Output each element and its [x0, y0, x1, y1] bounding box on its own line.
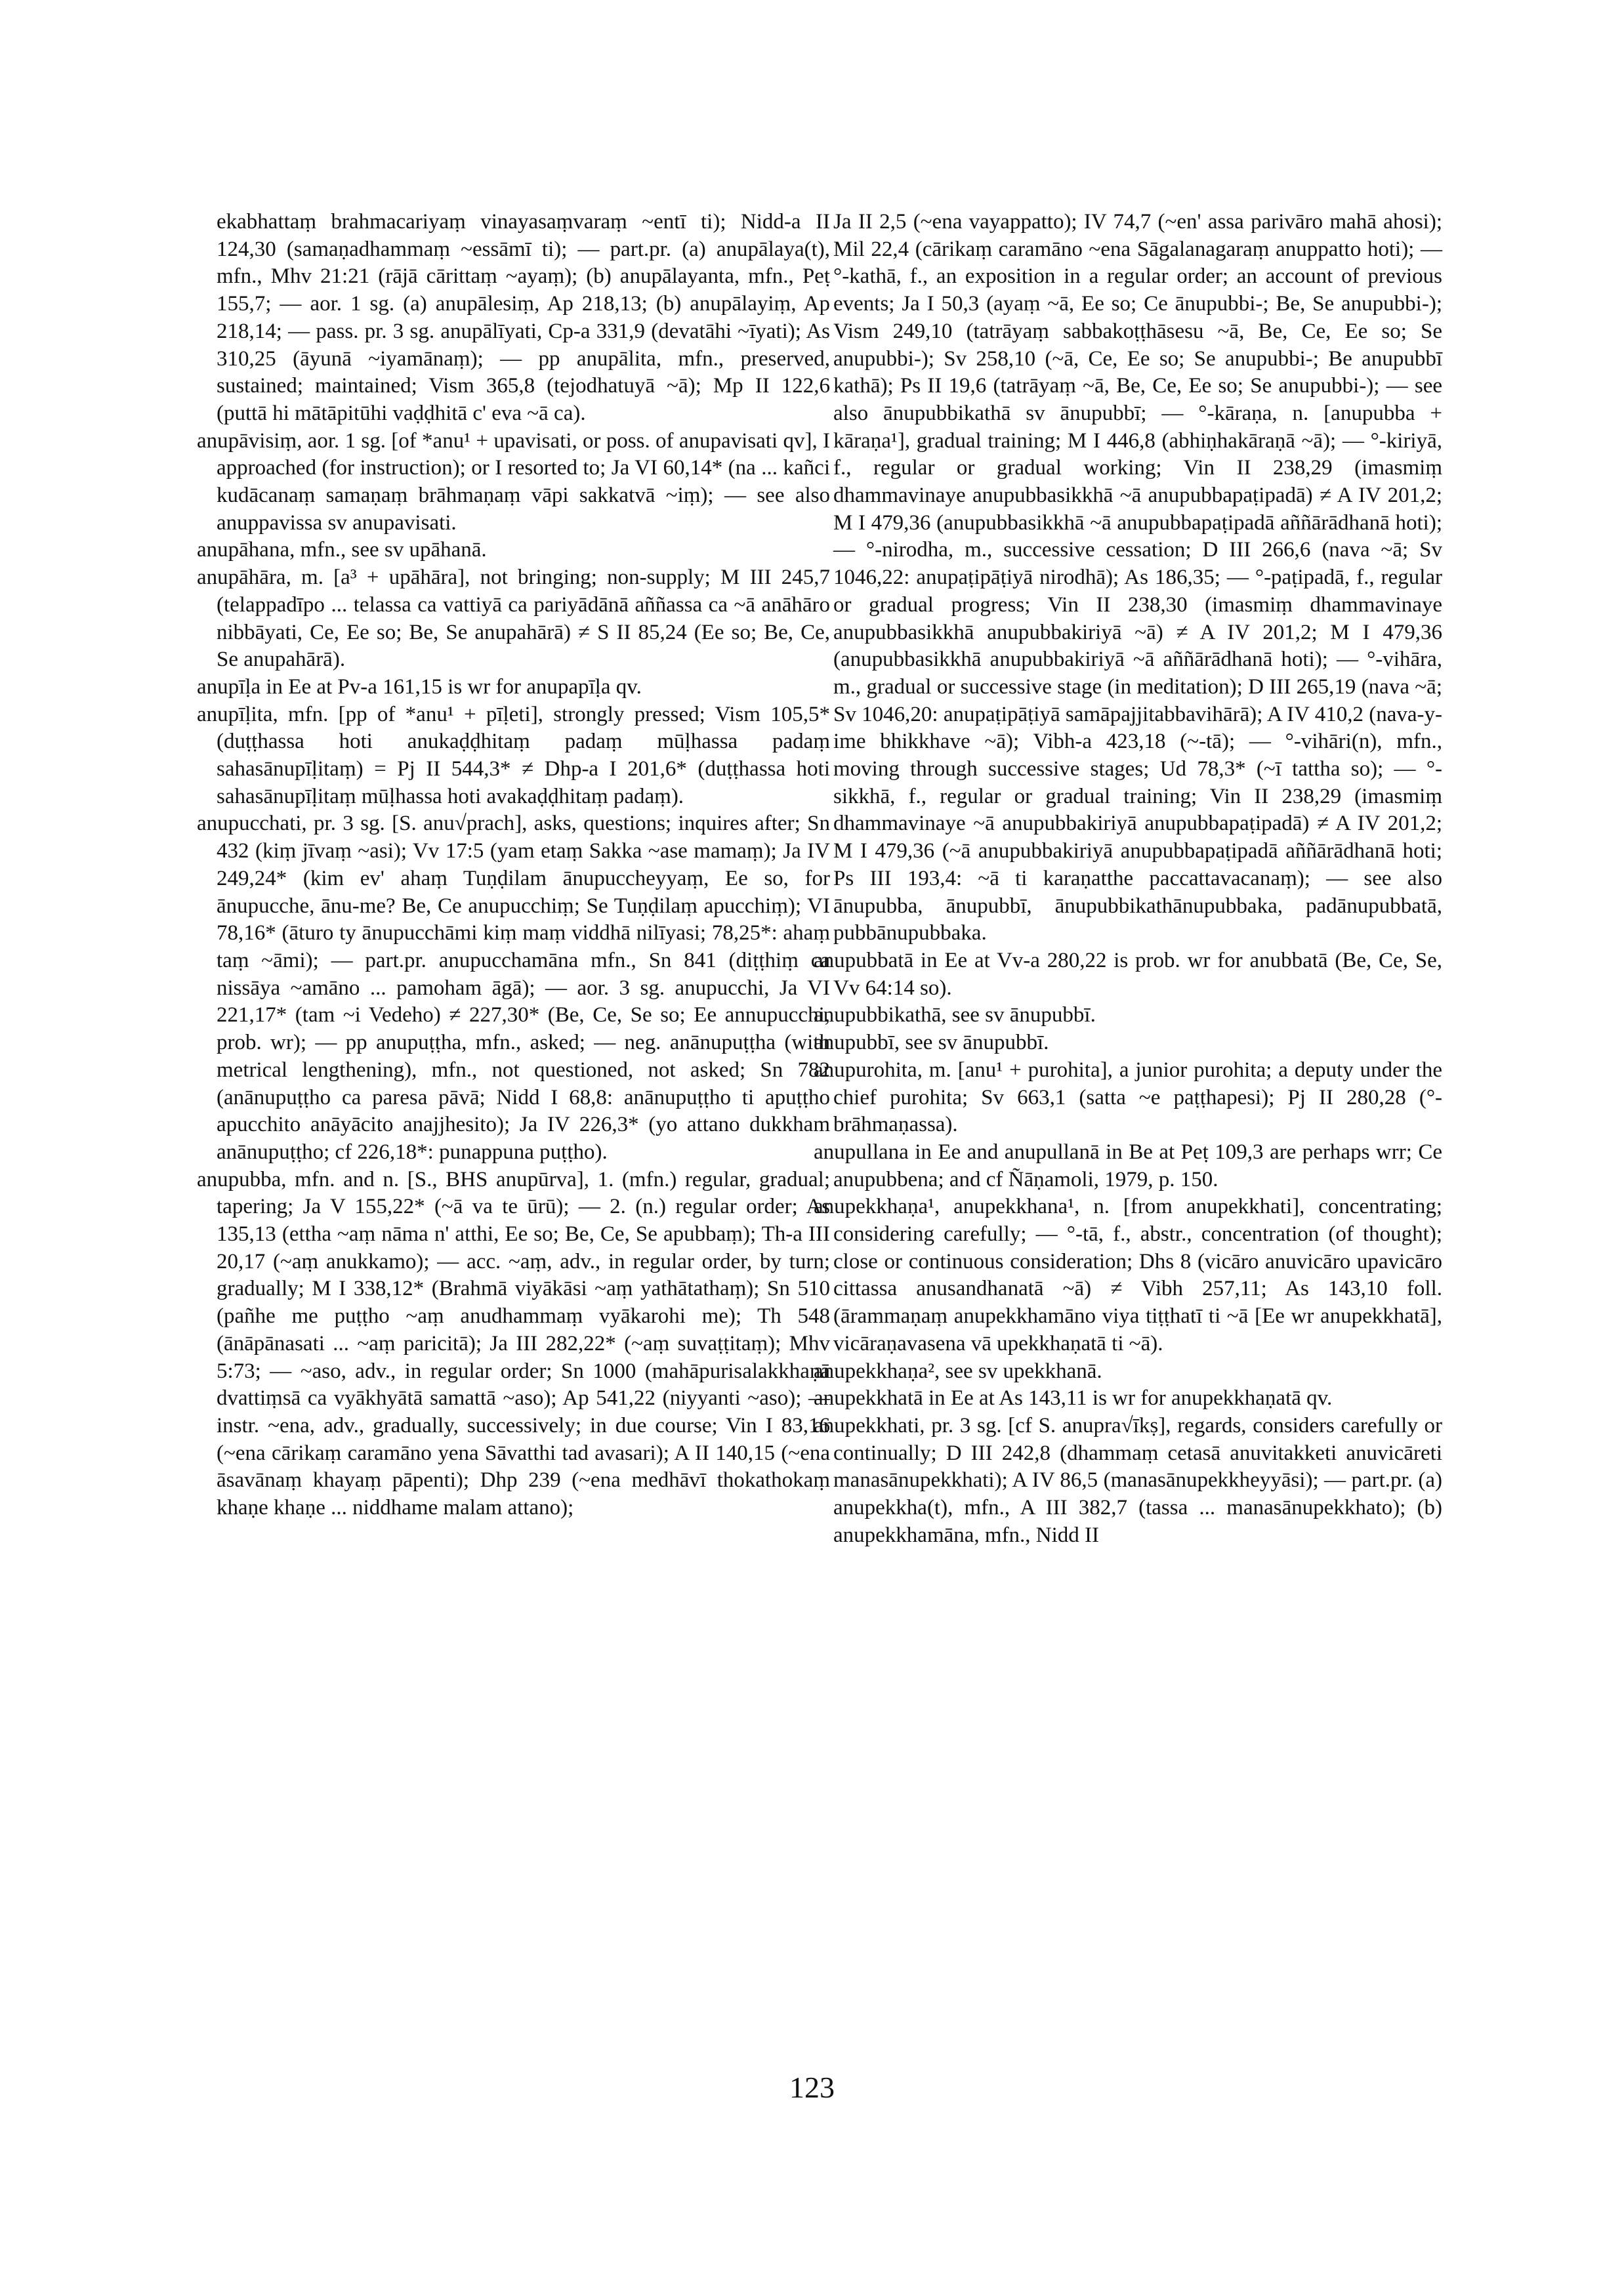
dictionary-entry: anupubba, mfn. and n. [S., BHS anupūrva], 1. (mfn.) regular, gradual; tapering; Ja V 155,22* (~ā va te ūrū); — 2. (n.) regular order; As 135,13 (ettha ~aṃ nāma n' atthi, Ee so; Be, Ce, Se apubbaṃ); Th-a III 20,17 (~aṃ anukkamo); — acc. ~aṃ, adv., in regular order, by turn; gradually; M I 338,12* (Brahmā viyākāsi ~aṃ yathātathaṃ); Sn 510 (pañhe me puṭṭho ~aṃ anudhammaṃ vyākarohi me); Th 548 (ānāpānasati ... ~aṃ paricitā); Ja III 282,22* (~aṃ suvaṭṭitaṃ); Mhv 5:73; — ~aso, adv., in regular order; Sn 1000 (mahāpurisalakkhaṇā dvattiṃsā ca vyākhyātā samattā ~aso); Ap 541,22 (niyyanti ~aso); — instr. ~ena, adv., gradually, successively; in due course; Vin I 83,16 (~ena cārikaṃ caramāno yena Sāvatthi tad avasari); A II 140,15 (~ena āsavānaṃ khayaṃ pāpenti); Dhp 239 (~ena medhāvī thokathokaṃ khaṇe khaṇe ... niddhame malam attano);: [197, 1167, 830, 1520]
page-number: 123: [789, 2071, 835, 2104]
dictionary-entry: anupīḷita, mfn. [pp of *anu¹ + pīḷeti], strongly pressed; Vism 105,5* (duṭṭhassa hoti anukaḍḍhitaṃ padaṃ mūḷhassa padaṃ sahasānupīḷitaṃ) = Pj II 544,3* ≠ Dhp-a I 201,6* (duṭṭhassa hoti sahasānupīḷitaṃ mūḷhassa hoti avakaḍḍhitaṃ padaṃ).: [197, 702, 830, 808]
dictionary-entry: anupīḷa in Ee at Pv-a 161,15 is wr for anupapīḷa qv.: [197, 674, 642, 699]
left-column: [197, 209, 830, 1522]
dictionary-entry: anupurohita, m. [anu¹ + purohita], a junior purohita; a deputy under the chief purohita; Sv 663,1 (satta ~e paṭṭhapesi); Pj II 280,28 (°-brāhmaṇassa).: [814, 1058, 1442, 1137]
right-column: [814, 209, 1442, 1549]
dictionary-entry: anupekkhati, pr. 3 sg. [cf S. anupra√īkṣ], regards, considers carefully or continually; D III 242,8 (dhammaṃ cetasā anuvitakketi anuvicāreti manasānupekkhati); A IV 86,5 (manasānupekkheyyāsi); — part.pr. (a) anupekkha(t), mfn., A III 382,7 (tassa ... manasānupekkhato); (b) anupekkhamāna, mfn., Nidd II: [814, 1413, 1442, 1547]
dictionary-entry: anupucchati, pr. 3 sg. [S. anu√prach], asks, questions; inquires after; Sn 432 (kiṃ jīvaṃ ~asi); Vv 17:5 (yam etaṃ Sakka ~ase mamaṃ); Ja IV 249,24* (kim ev' ahaṃ Tuṇḍilam ānupuccheyyaṃ, Ee so, for ānupucche, ānu-me? Be, Ce anupucchiṃ; Se Tuṇḍilaṃ apucchiṃ); VI 78,16* (āturo ty ānupucchāmi kiṃ maṃ viddhā nilīyasi; 78,25*: ahaṃ taṃ ~āmi); — part.pr. anupucchamāna mfn., Sn 841 (diṭṭhiṃ ca nissāya ~amāno ... pamoham āgā); — aor. 3 sg. anupucchi, Ja VI 221,17* (tam ~i Vedeho) ≠ 227,30* (Be, Ce, Se so; Ee annupucchi, prob. wr); — pp anupuṭṭha, mfn., asked; — neg. anānupuṭṭha (with metrical lengthening), mfn., not questioned, not asked; Sn 782 (anānupuṭṭho ca paresa pāvā; Nidd I 68,8: anānupuṭṭho ti apuṭṭho apucchito anāyācito anajjhesito); Ja IV 226,3* (yo attano dukkham anānupuṭṭho; cf 226,18*: punappuna puṭṭho).: [197, 812, 830, 1164]
dictionary-entry: anupekkhaṇa², see sv upekkhanā.: [814, 1359, 1102, 1383]
dictionary-entry: ekabhattaṃ brahmacariyaṃ vinayasaṃvaraṃ ~entī ti); Nidd-a II 124,30 (samaṇadhammaṃ ~essāmī ti); — part.pr. (a) anupālaya(t), mfn., Mhv 21:21 (rājā cārittaṃ ~ayaṃ); (b) anupālayanta, mfn., Peṭ 155,7; — aor. 1 sg. (a) anupālesiṃ, Ap 218,13; (b) anupālayiṃ, Ap 218,14; — pass. pr. 3 sg. anupālīyati, Cp-a 331,9 (devatāhi ~īyati); As 310,25 (āyunā ~iyamānaṃ); — pp anupālita, mfn., preserved, sustained; maintained; Vism 365,8 (tejodhatuyā ~ā); Mp II 122,6 (puttā hi mātāpitūhi vaḍḍhitā c' eva ~ā ca).: [217, 210, 830, 425]
dictionary-entry: anupāhana, mfn., see sv upāhanā.: [197, 538, 487, 562]
dictionary-entry: anupubbatā in Ee at Vv-a 280,22 is prob. wr for anubbatā (Be, Ce, Se, Vv 64:14 so).: [814, 948, 1442, 1000]
dictionary-entry: anupekkhaṇa¹, anupekkhana¹, n. [from anupekkhati], concentrating; considering carefully; — °-tā, f., abstr., concentration (of thought); close or continuous consideration; Dhs 8 (vicāro anuvicāro upavicāro cittassa anusandhanatā ~ā) ≠ Vibh 257,11; As 143,10 foll. (ārammaṇaṃ anupekkhamāno viya tiṭṭhatī ti ~ā [Ee wr anupekkhatā], vicāraṇavasena vā upekkhaṇatā ti ~ā).: [814, 1195, 1442, 1355]
dictionary-entry: Ja II 2,5 (~ena vayappatto); IV 74,7 (~en' assa parivāro mahā ahosi); Mil 22,4 (cārikaṃ caramāno ~ena Sāgalanagaraṃ anuppatto hoti); — °-kathā, f., an exposition in a regular order; an account of previous events; Ja I 50,3 (ayaṃ ~ā, Ee so; Ce ānupubbi-; Be, Se anupubbi-); Vism 249,10 (tatrāyaṃ sabbakoṭṭhāsesu ~ā, Be, Ce, Ee so; Se anupubbi-); Sv 258,10 (~ā, Ce, Ee so; Se anupubbi-; Be anupubbī kathā); Ps II 19,6 (tatrāyaṃ ~ā, Be, Ce, Ee so; Se anupubbi-); — see also ānupubbikathā sv ānupubbī; — °-kāraṇa, n. [anupubba + kāraṇa¹], gradual training; M I 446,8 (abhiṇhakāraṇā ~ā); — °-kiriyā, f., regular or gradual working; Vin II 238,29 (imasmiṃ dhammavinaye anupubbasikkhā ~ā anupubbapaṭipadā) ≠ A IV 201,2; M I 479,36 (anupubbasikkhā ~ā anupubbapaṭipadā aññārādhanā hoti); — °-nirodha, m., successive cessation; D III 266,6 (nava ~ā; Sv 1046,22: anupaṭipāṭiyā nirodhā); As 186,35; — °-paṭipadā, f., regular or gradual progress; Vin II 238,30 (imasmiṃ dhammavinaye anupubbasikkhā anupubbakiriyā ~ā) ≠ A IV 201,2; M I 479,36 (anupubbasikkhā anupubbakiriyā ~ā aññārādhanā hoti); — °-vihāra, m., gradual or successive stage (in meditation); D III 265,19 (nava ~ā; Sv 1046,20: anupaṭipāṭiyā samāpajjitabbavihārā); A IV 410,2 (nava-y-ime bhikkhave ~ā); Vibh-a 423,18 (~-tā); — °-vihāri(n), mfn., moving through successive stages; Ud 78,3* (~ī tattha so); — °-sikkhā, f., regular or gradual training; Vin II 238,29 (imasmiṃ dhammavinaye ~ā anupubbakiriyā anupubbapaṭipadā) ≠ A IV 201,2; M I 479,36 (~ā anupubbakiriyā anupubbapaṭipadā aññārādhanā hoti; Ps III 193,4: ~ā ti karaṇatthe paccattavacanaṃ); — see also ānupubba, ānupubbī, ānupubbikathānupubbaka, padānupubbatā, pubbānupubbaka.: [833, 210, 1442, 945]
dictionary-entry: anupekkhatā in Ee at As 143,11 is wr for anupekkhaṇatā qv.: [814, 1386, 1333, 1411]
dictionary-entry: anupāvisiṃ, aor. 1 sg. [of *anu¹ + upavisati, or poss. of anupavisati qv], I approached (for instruction); or I resorted to; Ja VI 60,14* (na ... kañci kudācanaṃ samaṇaṃ brāhmaṇaṃ vāpi sakkatvā ~iṃ); — see also anuppavissa sv anupavisati.: [197, 428, 830, 535]
dictionary-entry: anupubbī, see sv ānupubbī.: [814, 1031, 1049, 1055]
dictionary-entry: anupullana in Ee and anupullanā in Be at Peṭ 109,3 are perhaps wrr; Ce anupubbena; and cf Ñāṇamoli, 1979, p. 150.: [814, 1140, 1442, 1191]
dictionary-entry: anupāhāra, m. [a³ + upāhāra], not bringing; non-supply; M III 245,7 (telappadīpo ... telassa ca vattiyā ca pariyādānā aññassa ca ~ā anāhāro nibbāyati, Ce, Ee so; Be, Se anupahārā) ≠ S II 85,24 (Ee so; Be, Ce, Se anupahārā).: [197, 566, 830, 672]
dictionary-entry: anupubbikathā, see sv ānupubbī.: [814, 1003, 1096, 1027]
